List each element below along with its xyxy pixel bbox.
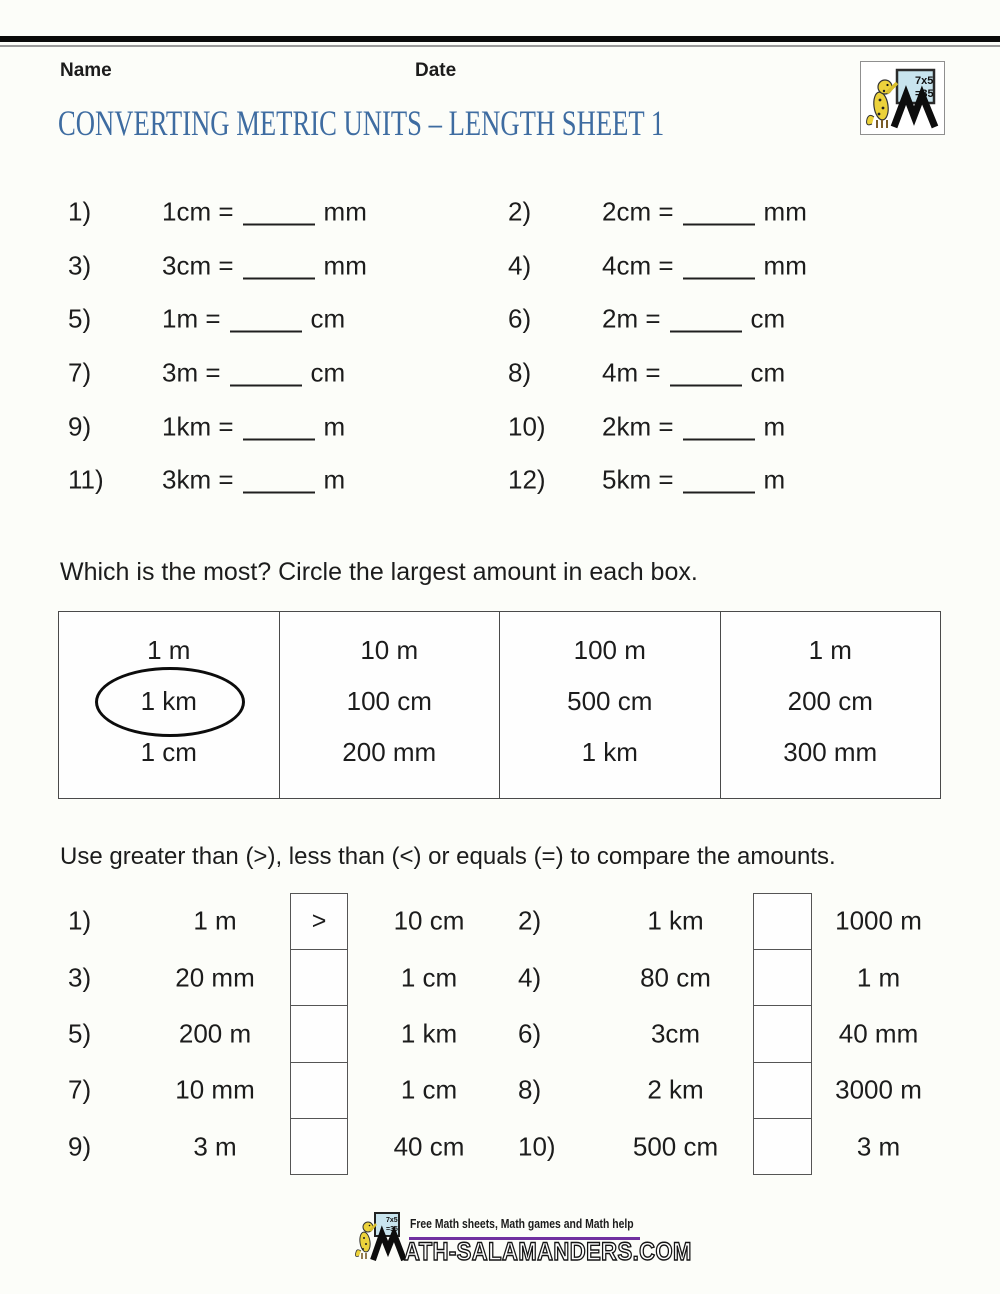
amount-option[interactable]: 100 m — [573, 634, 646, 665]
svg-text:=35: =35 — [386, 1226, 398, 1233]
problem-expression: 2m = cm — [602, 303, 786, 334]
comparison-answer-box[interactable] — [291, 949, 347, 1005]
most-box-2 — [279, 612, 500, 798]
most-instruction: Which is the most? Circle the largest amount in each box. — [60, 558, 698, 586]
compare-section — [0, 893, 1000, 1175]
amount-option[interactable]: 300 mm — [783, 736, 878, 767]
amount-right: 10 cm — [393, 905, 465, 936]
problem-expression: 3cm = mm — [162, 250, 367, 281]
top-border-thin-line — [0, 45, 1000, 47]
amount-left: 500 cm — [632, 1131, 719, 1162]
amount-right: 40 mm — [838, 1018, 919, 1049]
comparison-answer-box[interactable] — [754, 894, 811, 949]
conversion-row — [0, 292, 1000, 346]
salamander-easel-icon — [861, 62, 942, 132]
amount-right: 1 cm — [400, 1074, 458, 1105]
problem-number: 4) — [508, 250, 532, 281]
amount-option[interactable]: 1 m — [147, 634, 191, 665]
svg-text:=35: =35 — [915, 88, 934, 100]
amount-left: 80 cm — [640, 962, 711, 993]
problem-number: 3) — [68, 962, 92, 993]
amount-right: 3000 m — [835, 1074, 922, 1105]
problem-number: 1) — [68, 905, 92, 936]
comparison-answer-box[interactable]: > — [311, 907, 327, 936]
amount-option[interactable]: 500 cm — [567, 685, 653, 716]
problem-number: 5) — [68, 303, 92, 334]
compare-row — [0, 949, 1000, 1005]
comparison-answer-box[interactable] — [291, 1062, 347, 1118]
problem-expression: 1cm = mm — [162, 196, 367, 227]
footer-site-wordmark: ATH-SALAMANDERS.COM — [404, 1238, 692, 1266]
amount-option-circled[interactable]: 1 km — [140, 685, 197, 716]
page-title: CONVERTING METRIC UNITS – LENGTH SHEET 1 — [58, 103, 665, 143]
comparison-answer-box[interactable] — [754, 1118, 811, 1174]
math-salamanders-logo — [860, 61, 945, 135]
problem-number: 2) — [518, 905, 542, 936]
problem-expression: 3km = m — [162, 464, 346, 495]
problem-number: 2) — [508, 196, 532, 227]
problem-expression: 1m = cm — [162, 303, 346, 334]
answer-blank[interactable] — [243, 271, 315, 279]
problem-number: 11) — [68, 464, 104, 495]
comparison-answer-box[interactable] — [754, 949, 811, 1005]
amount-option[interactable]: 200 mm — [342, 736, 437, 767]
amount-right: 1 cm — [400, 962, 458, 993]
comparison-answer-box[interactable] — [291, 1005, 347, 1061]
svg-text:7x5: 7x5 — [915, 75, 934, 87]
answer-blank[interactable] — [243, 486, 315, 494]
answer-blank[interactable] — [243, 432, 315, 440]
amount-left: 3 m — [193, 1131, 237, 1162]
most-box-4 — [720, 612, 941, 798]
amount-option[interactable]: 10 m — [360, 634, 419, 665]
problem-number: 3) — [68, 250, 92, 281]
problem-number: 10) — [518, 1131, 556, 1162]
answer-blank[interactable] — [230, 378, 302, 386]
amount-left: 1 m — [193, 905, 237, 936]
compare-instruction: Use greater than (>), less than (<) or equals (=) to compare the amounts. — [60, 843, 836, 870]
comparison-answer-box[interactable] — [754, 1005, 811, 1061]
amount-option[interactable]: 100 cm — [346, 685, 432, 716]
problem-number: 7) — [68, 1074, 92, 1105]
compare-row — [0, 1006, 1000, 1062]
amount-right: 1 km — [400, 1018, 458, 1049]
amount-left: 20 mm — [175, 962, 255, 993]
most-box-3 — [499, 612, 720, 798]
amount-left: 10 mm — [175, 1074, 255, 1105]
top-border-bar — [0, 36, 1000, 42]
conversion-row — [0, 400, 1000, 454]
name-label: Name — [60, 60, 112, 81]
amount-left: 1 km — [647, 905, 704, 936]
amount-right: 1 m — [856, 962, 901, 993]
conversion-row — [0, 239, 1000, 293]
comparison-answer-boxes-right — [753, 893, 812, 1175]
amount-right: 1000 m — [835, 905, 922, 936]
answer-blank[interactable] — [670, 378, 742, 386]
amount-option[interactable]: 200 cm — [787, 685, 873, 716]
conversion-row — [0, 185, 1000, 239]
answer-blank[interactable] — [670, 325, 742, 333]
problem-expression: 5km = m — [602, 464, 786, 495]
amount-option[interactable]: 1 m — [808, 634, 852, 665]
compare-row — [0, 1062, 1000, 1118]
problem-number: 4) — [518, 962, 542, 993]
comparison-answer-box[interactable] — [291, 1118, 347, 1174]
problem-expression: 1km = m — [162, 411, 346, 442]
footer-tagline: Free Math sheets, Math games and Math help — [410, 1216, 634, 1231]
compare-row — [0, 893, 1000, 949]
problem-expression: 2km = m — [602, 411, 786, 442]
amount-left: 3cm — [650, 1018, 701, 1049]
answer-blank[interactable] — [683, 217, 755, 225]
comparison-answer-boxes-left — [290, 893, 348, 1175]
problem-number: 9) — [68, 411, 92, 442]
answer-blank[interactable] — [243, 217, 315, 225]
amount-left: 2 km — [647, 1074, 704, 1105]
problem-number: 6) — [518, 1018, 542, 1049]
answer-blank[interactable] — [683, 432, 755, 440]
problem-number: 8) — [518, 1074, 542, 1105]
amount-option[interactable]: 1 km — [581, 736, 638, 767]
problem-expression: 2cm = mm — [602, 196, 807, 227]
circled-answer-ellipse — [95, 667, 245, 737]
answer-blank[interactable] — [230, 325, 302, 333]
problem-number: 12) — [508, 464, 546, 495]
problem-expression: 4m = cm — [602, 357, 786, 388]
date-label: Date — [415, 60, 457, 81]
answer-blank[interactable] — [683, 271, 755, 279]
amount-option[interactable]: 1 cm — [140, 736, 197, 767]
conversion-row — [0, 346, 1000, 400]
svg-text:7x5: 7x5 — [386, 1217, 398, 1224]
amount-left: 200 m — [178, 1018, 252, 1049]
amount-right: 3 m — [856, 1131, 901, 1162]
amount-right: 40 cm — [393, 1131, 465, 1162]
compare-row — [0, 1119, 1000, 1175]
conversion-row — [0, 453, 1000, 507]
salamander-easel-icon — [353, 1211, 405, 1263]
problem-number: 9) — [68, 1131, 92, 1162]
problem-number: 5) — [68, 1018, 92, 1049]
conversion-section — [0, 185, 1000, 507]
problem-number: 8) — [508, 357, 532, 388]
problem-expression: 4cm = mm — [602, 250, 807, 281]
problem-expression: 3m = cm — [162, 357, 346, 388]
problem-number: 10) — [508, 411, 546, 442]
problem-number: 1) — [68, 196, 92, 227]
answer-blank[interactable] — [683, 486, 755, 494]
footer-salamander-logo — [353, 1211, 405, 1268]
problem-number: 6) — [508, 303, 532, 334]
problem-number: 7) — [68, 357, 92, 388]
comparison-answer-box[interactable] — [754, 1062, 811, 1118]
